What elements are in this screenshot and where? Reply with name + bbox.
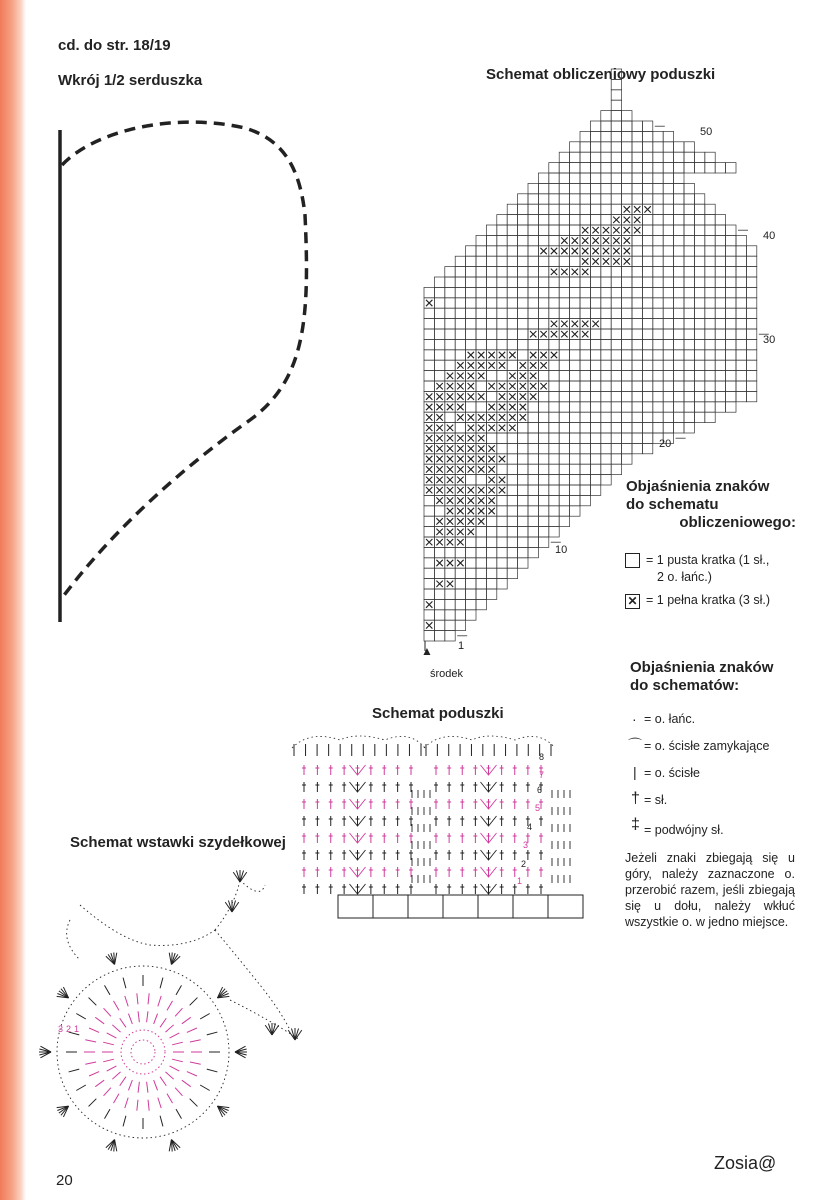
full-square-label: = 1 pełna kratka (3 sł.): [646, 593, 771, 607]
insert-stitch: [104, 1008, 111, 1016]
row-label-40: 40: [763, 230, 776, 242]
insert-stitch: [120, 1018, 126, 1027]
pillow-round-2: 2: [521, 859, 527, 869]
row-label-50: 50: [700, 126, 713, 138]
insert-round-3: 3: [58, 1024, 64, 1034]
insert-stitch: [147, 1082, 148, 1093]
full-square-icon: ✕: [625, 594, 640, 609]
insert-stitch: [85, 1040, 96, 1042]
insert-round-1: 1: [74, 1024, 80, 1034]
insert-stitch: [128, 1080, 132, 1090]
insert-stitch: [137, 993, 138, 1004]
insert-stitch: [190, 1062, 201, 1064]
insert-center-ring: [131, 1040, 155, 1064]
insert-stitch: [154, 1080, 158, 1090]
insert-stitch: [95, 1080, 104, 1086]
insert-stitch: [187, 1072, 197, 1076]
pillow-round-7: 7: [539, 770, 545, 780]
insert-stitch: [165, 1072, 173, 1079]
insert-stitch: [190, 998, 198, 1006]
insert-stitch: [112, 1072, 120, 1079]
insert-stitch: [120, 1077, 126, 1086]
insert-stitch: [125, 1098, 128, 1108]
heart-template-title: Wkrój 1/2 serduszka: [58, 72, 203, 89]
insert-stitch: [125, 996, 128, 1006]
insert-diagram-title: Schemat wstawki szydełkowej: [70, 834, 286, 851]
legend-item-slip: = o. ścisłe zamykające: [644, 739, 770, 753]
insert-stitch: [103, 1042, 114, 1045]
insert-stitch: [138, 1011, 139, 1022]
insert-stitch: [89, 1099, 97, 1107]
insert-stitch: [167, 1001, 173, 1011]
insert-stitch: [175, 1088, 182, 1096]
pillow-round-8: 8: [539, 752, 545, 762]
page-number: 20: [56, 1172, 73, 1189]
insert-stitch: [137, 1100, 138, 1111]
insert-stitch: [200, 1014, 210, 1020]
insert-stitch: [105, 985, 111, 995]
pillow-round-4: 4: [527, 822, 533, 832]
insert-stitch: [148, 1100, 149, 1111]
pillow-round-3: 3: [523, 840, 529, 850]
slip-stitch-icon: ⌒: [628, 737, 642, 753]
insert-stitch: [95, 1017, 104, 1023]
insert-stitch: [107, 1033, 117, 1038]
insert-petal-stitch: [115, 953, 117, 965]
empty-square-label-1: = 1 pusta kratka (1 sł.,: [646, 553, 770, 567]
insert-stitch: [172, 1042, 183, 1045]
insert-stitch: [170, 1033, 180, 1038]
insert-stitch: [207, 1032, 218, 1035]
insert-stitch: [182, 1017, 191, 1023]
insert-stitch: [175, 1008, 182, 1016]
insert-stitch: [182, 1080, 191, 1086]
double-crochet-icon: †: [631, 790, 640, 807]
insert-stitch: [207, 1069, 218, 1072]
insert-stitch: [160, 1077, 166, 1086]
symbols-note: Jeżeli znaki zbiegają się u góry, należy zaznaczone o. przerobić razem, jeśli zbiegają się u dołu, należy wkłuć wszystkie o. w jedno miejsce.: [625, 851, 795, 929]
insert-stitch: [123, 1116, 126, 1127]
insert-stitch: [165, 1025, 173, 1032]
insert-link-chain: [240, 880, 265, 891]
insert-stitch: [170, 1066, 180, 1071]
insert-stitch: [114, 1094, 120, 1104]
legend-symbols-title: Objaśnienia znaków do schematów:: [630, 659, 774, 694]
insert-stitch: [76, 1014, 86, 1020]
insert-center-ring: [121, 1030, 165, 1074]
insert-stitch: [128, 1014, 132, 1024]
row-label-30: 30: [763, 334, 776, 346]
insert-stitch: [160, 1018, 166, 1027]
insert-stitch: [160, 978, 163, 989]
row-label-1: 1: [458, 640, 465, 652]
insert-stitch: [103, 1059, 114, 1062]
insert-stitch: [147, 1011, 148, 1022]
insert-stitch: [160, 1116, 163, 1127]
insert-stitch: [172, 1059, 183, 1062]
treble-crochet-icon: ‡: [631, 816, 640, 833]
chart-schematic-title: Schemat obliczeniowy poduszki: [486, 66, 716, 83]
insert-stitch: [112, 1025, 120, 1032]
single-crochet-icon: |: [633, 764, 637, 780]
insert-stitch: [190, 1099, 198, 1107]
legend-item-double: = sł.: [644, 793, 668, 807]
insert-stitch: [200, 1085, 210, 1091]
chain-stitch-icon: ·: [632, 711, 637, 727]
insert-stitch: [158, 1098, 161, 1108]
continued-label: cd. do str. 18/19: [58, 37, 171, 54]
legend-item-single: = o. ścisłe: [644, 766, 700, 780]
center-arrow-icon: ▲: [421, 644, 433, 658]
insert-stitch: [76, 1085, 86, 1091]
insert-stitch: [85, 1062, 96, 1064]
empty-square-label-2: 2 o. łańc.): [657, 570, 712, 584]
insert-petal-stitch: [169, 1139, 171, 1151]
signature: Zosia@: [714, 1153, 777, 1173]
insert-stitch: [104, 1088, 111, 1096]
insert-link-chain: [80, 905, 215, 945]
pillow-round-5: 5: [535, 803, 541, 813]
row-label-10: 10: [555, 544, 568, 556]
insert-stitch: [123, 978, 126, 989]
insert-stitch: [176, 985, 182, 995]
center-label: środek: [430, 668, 464, 680]
insert-link-chain: [67, 920, 80, 960]
insert-stitch: [176, 1109, 182, 1119]
insert-link-chain: [215, 930, 290, 1030]
insert-outer-chain: [57, 966, 229, 1138]
insert-stitch: [138, 1082, 139, 1093]
insert-stitch: [154, 1014, 158, 1024]
insert-stitch: [114, 1001, 120, 1011]
insert-stitch: [107, 1066, 117, 1071]
insert-stitch: [89, 1028, 99, 1032]
insert-stitch: [89, 1072, 99, 1076]
pillow-diagram-title: Schemat poduszki: [372, 705, 504, 722]
insert-stitch: [105, 1109, 111, 1119]
insert-stitch: [187, 1028, 197, 1032]
legend-chart-title: Objaśnienia znaków do schematu obliczeniowego:: [626, 478, 796, 531]
pillow-round-1: 1: [517, 876, 523, 886]
insert-link-chain: [230, 1000, 300, 1040]
insert-stitch: [89, 998, 97, 1006]
row-label-20: 20: [659, 438, 672, 450]
insert-stitch: [148, 993, 149, 1004]
legend-item-chain: = o. łańc.: [644, 712, 696, 726]
insert-round-2: 2: [66, 1024, 72, 1034]
insert-stitch: [69, 1069, 80, 1072]
insert-stitch: [167, 1094, 173, 1104]
legend-item-treble: = podwójny sł.: [644, 823, 724, 837]
insert-stitch: [158, 996, 161, 1006]
insert-stitch: [190, 1040, 201, 1042]
pillow-round-6: 6: [537, 785, 543, 795]
